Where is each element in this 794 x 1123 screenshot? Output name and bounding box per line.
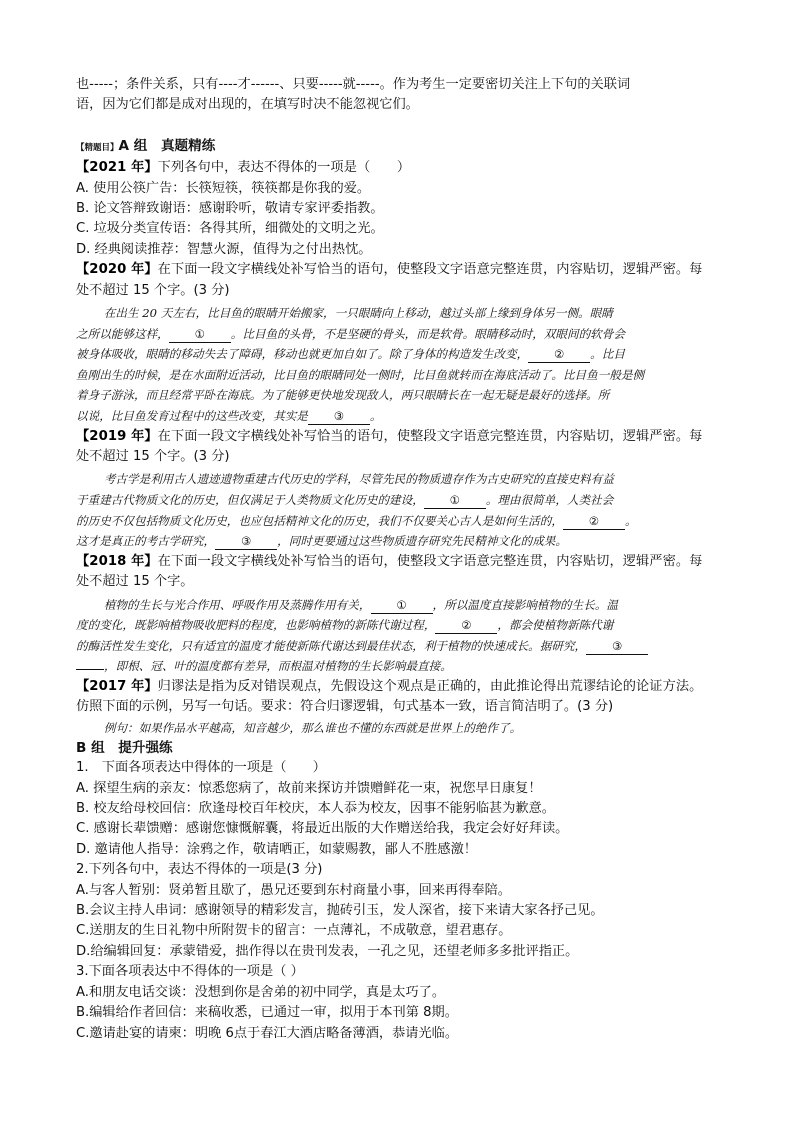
option-2021-a: A. 使用公筷广告：长筷短筷，筷筷都是你我的爱。	[76, 180, 371, 196]
passage-text: 。比目	[590, 347, 625, 362]
passage-2020	[76, 303, 724, 427]
question-2017	[76, 677, 724, 697]
year-label-2018: 【2018 年】	[76, 553, 158, 569]
passage-line	[76, 531, 724, 552]
passage-2018	[76, 595, 724, 677]
fill-blank-1[interactable]: ①	[424, 492, 486, 509]
question-b3-stem: 3.下面各项表达中不得体的一项是（ ）	[76, 964, 304, 980]
passage-line: 鱼刚出生的时候，是在水面附近活动，比目鱼的眼睛同处一侧时，比目鱼就转而在海底活动了。比目鱼一般是侧	[76, 367, 645, 382]
passage-text: ，同时更要通过这些物质遗存研究先民精神文化的成果。	[277, 534, 567, 549]
question-2020	[76, 260, 724, 280]
question-2020-stem-2: 处不超过 15 个字。(3 分)	[76, 282, 230, 298]
fill-blank-2[interactable]: ②	[563, 513, 625, 530]
option-2021-c: C. 垃圾分类宣传语：各得其所，细微处的文明之光。	[76, 221, 384, 237]
year-label-2021: 【2021 年】	[76, 160, 158, 176]
option-b1-c: C. 感谢长辈馈赠：感谢您慷慨解囊，将最近出版的大作赠送给我，我定会好好拜读。	[76, 821, 569, 837]
group-a-heading	[76, 136, 724, 158]
passage-line	[76, 511, 724, 532]
question-2019-stem-2: 处不超过 15 个字。(3 分)	[76, 449, 230, 465]
option-b2-b: B.会议主持人串词：感谢领导的精彩发言，抛砖引玉，发人深省，接下来请大家各抒己见。	[76, 903, 604, 919]
intro-line-1: 也-----；条件关系，只有----才------、只要-----就-----。作为考生一定要密切关注上下句的关联词	[76, 77, 631, 92]
year-label-2019: 【2019 年】	[76, 428, 158, 444]
fill-blank-3-continued[interactable]	[76, 669, 104, 670]
option-b2-c: C.送朋友的生日礼物中所附贺卡的留言：一点薄礼，不成敬意，望君惠存。	[76, 923, 512, 939]
passage-text: ，所以温度直接影响植物的生长。温	[432, 597, 619, 612]
passage-line: 在出生 20 天左右，比目鱼的眼睛开始搬家，一只眼睛向上移动，越过头部上缘到身体另一侧。眼睛	[103, 306, 613, 321]
passage-text: 以说，比目鱼发育过程中的这些改变，其实是	[76, 409, 308, 424]
question-2018-stem-1: 在下面一段文字横线处补写恰当的语句，使整段文字语意完整连贯，内容贴切，逻辑严密。每	[157, 553, 703, 569]
passage-text: 的酶活性发生变化，只有适宜的温度才能使新陈代谢达到最佳状态，利于植物的快速成长。据研究，	[76, 638, 587, 653]
fill-blank-1[interactable]: ①	[371, 597, 433, 614]
passage-text: 这才是真正的考古学研究，	[76, 534, 216, 549]
option-2021-b: B. 论文答辩致谢语：感谢聆听，敬请专家评委指教。	[76, 201, 384, 217]
question-b1-stem: 1. 下面各项表达中得体的一项是（ ）	[76, 760, 326, 776]
fill-blank-3[interactable]: ③	[586, 638, 648, 655]
passage-line	[76, 656, 724, 677]
intro-line-2: 语，因为它们都是成对出现的，在填写时决不能忽视它们。	[76, 97, 419, 113]
passage-text: 植物的生长与光合作用、呼吸作用及蒸腾作用有关，	[103, 597, 371, 612]
question-2018-stem-2: 处不超过 15 个字。	[76, 574, 194, 590]
fill-blank-2[interactable]: ②	[435, 617, 497, 634]
option-2021-d: D. 经典阅读推荐：智慧火源，值得为之付出热忱。	[76, 241, 372, 257]
year-label-2020: 【2020 年】	[76, 262, 158, 278]
passage-text: 。理由很简单，人类社会	[485, 493, 614, 508]
question-2019-stem-1: 在下面一段文字横线处补写恰当的语句，使整段文字语意完整连贯，内容贴切，逻辑严密。每	[157, 428, 703, 444]
option-b1-b: B. 校友给母校回信：欣逢母校百年校庆，本人忝为校友，因事不能躬临甚为歉意。	[76, 801, 555, 817]
fill-blank-3[interactable]: ③	[215, 533, 277, 550]
passage-text: 的历史不仅包括物质文化历史，也应包括精神文化的历史，我们不仅要关心古人是如何生活的，	[76, 513, 563, 528]
passage-text: 。	[624, 513, 637, 528]
passage-line	[76, 490, 724, 511]
option-b1-d: D. 邀请他人指导：涂鸦之作，敬请哂正，如蒙赐教，鄙人不胜感激！	[76, 841, 477, 857]
question-2017-stem-1: 归谬法是指为反对错误观点，先假设这个观点是正确的，由此推论得出荒谬结论的论证方法。	[157, 679, 703, 694]
passage-line	[76, 406, 724, 427]
question-2017-stem-2: 仿照下面的示例，另写一句话。要求：符合归谬逻辑，句式基本一致，语言简洁明了。(3 分)	[76, 699, 614, 715]
question-2019	[76, 427, 724, 447]
passage-text: ，即根、冠、叶的温度都有差异，而根温对植物的生长影响最直接。	[104, 659, 452, 674]
passage-line	[76, 324, 724, 345]
option-b1-a: A. 探望生病的亲友：惊悉您病了，故前来探访并馈赠鲜花一束，祝您早日康复！	[76, 780, 542, 796]
section-tag: 【精题目】	[76, 142, 119, 153]
question-b2-stem: 2.下列各句中，表达不得体的一项是(3 分)	[76, 862, 323, 878]
passage-line	[76, 595, 724, 616]
passage-line: 考古学是利用古人遗迹遗物重建古代历史的学科，尽管先民的物质遗存作为古史研究的直接史料有益	[103, 472, 614, 487]
passage-line	[76, 615, 724, 636]
fill-blank-2[interactable]: ②	[528, 346, 590, 363]
question-2021	[76, 158, 724, 178]
passage-2019	[76, 469, 724, 551]
fill-blank-1[interactable]: ①	[169, 326, 231, 343]
question-2021-stem: 下列各句中，表达不得体的一项是（ ）	[157, 160, 411, 176]
year-label-2017: 【2017 年】	[76, 679, 158, 694]
passage-text: 于重建古代物质文化的历史，但仅满足于人类物质文化历史的建设，	[76, 493, 424, 508]
example-sentence: 例句：如果作品水平越高，知音越少，那么谁也不懂的东西就是世界上的绝作了。	[103, 720, 522, 735]
option-b3-a: A.和朋友电话交谈：没想到你是舍弟的初中同学，真是太巧了。	[76, 984, 446, 1000]
option-b3-c: C.邀请赴宴的请柬：明晚 6点于春江大酒店略备薄酒，恭请光临。	[76, 1025, 459, 1041]
question-2018	[76, 552, 724, 572]
option-b2-d: D.给编辑回复：承蒙错爱，拙作得以在贵刊发表，一孔之见，还望老师多多批评指正。	[76, 943, 579, 959]
question-2020-stem-1: 在下面一段文字横线处补写恰当的语句，使整段文字语意完整连贯，内容贴切，逻辑严密。每	[157, 262, 703, 278]
passage-text: 。比目鱼的头骨，不是坚硬的骨头，而是软骨。眼睛移动时，双眼间的软骨会	[230, 326, 625, 341]
option-b2-a: A.与客人暂别：贤弟暂且歇了，愚兄还要到东村商量小事，回来再得奉陪。	[76, 882, 511, 898]
passage-line	[76, 636, 724, 657]
passage-text: 被身体吸收，眼睛的移动失去了障碍，移动也就更加自如了。除了身体的构造发生改变，	[76, 347, 529, 362]
passage-text: 。	[369, 409, 382, 424]
option-b3-b: B.编辑给作者回信：来稿收悉，已通过一审，拟用于本刊第 8期。	[76, 1005, 458, 1021]
group-a-title: A 组 真题精练	[118, 137, 216, 154]
passage-text: 之所以能够这样，	[76, 326, 169, 341]
group-b-title: B 组 提升强练	[76, 739, 173, 756]
fill-blank-3[interactable]: ③	[308, 408, 370, 425]
passage-text: 度的变化，既影响植物吸收肥料的程度，也影响植物的新陈代谢过程，	[76, 618, 436, 633]
passage-line: 着身子游泳，而且经常平卧在海底。为了能够更快地发现敌人，两只眼睛长在一起无疑是最好的选择。所	[76, 388, 610, 403]
passage-line	[76, 344, 724, 365]
passage-text: ，都会使植物新陈代谢	[497, 618, 614, 633]
